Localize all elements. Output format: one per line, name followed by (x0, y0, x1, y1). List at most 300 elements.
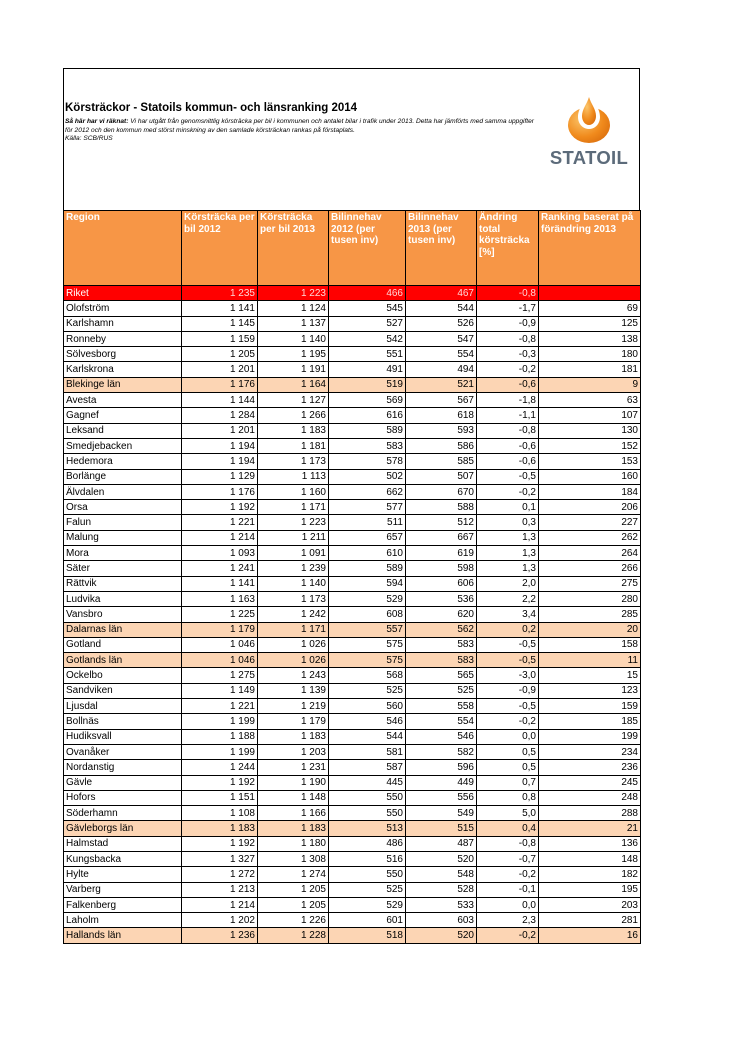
value-cell: 528 (406, 882, 477, 897)
value-cell: 521 (406, 377, 477, 392)
value-cell: 1 213 (182, 882, 258, 897)
column-header-distance-2013: Körsträcka per bil 2013 (258, 211, 329, 286)
value-cell: 667 (406, 530, 477, 545)
value-cell: 567 (406, 393, 477, 408)
value-cell: 586 (406, 438, 477, 453)
value-cell: 203 (539, 897, 641, 912)
value-cell: 0,2 (477, 622, 539, 637)
region-cell: Sölvesborg (64, 347, 182, 362)
value-cell: 1 242 (258, 607, 329, 622)
value-cell: -1,1 (477, 408, 539, 423)
table-row (64, 362, 641, 377)
value-cell: 181 (539, 362, 641, 377)
value-cell: 0,7 (477, 775, 539, 790)
value-cell: 1 235 (182, 286, 258, 301)
value-cell: 1 093 (182, 546, 258, 561)
value-cell: 1 127 (258, 393, 329, 408)
value-cell: 148 (539, 851, 641, 866)
county-row (64, 928, 641, 943)
region-cell: Nordanstig (64, 760, 182, 775)
value-cell: 578 (329, 454, 406, 469)
value-cell: 547 (406, 331, 477, 346)
value-cell: 610 (329, 546, 406, 561)
value-cell: -0,6 (477, 377, 539, 392)
region-cell: Karlshamn (64, 316, 182, 331)
value-cell: 662 (329, 484, 406, 499)
value-cell: -0,8 (477, 286, 539, 301)
value-cell: 1 226 (258, 913, 329, 928)
region-cell: Leksand (64, 423, 182, 438)
value-cell: 1 199 (182, 744, 258, 759)
table-row (64, 683, 641, 698)
value-cell: 1 195 (258, 347, 329, 362)
value-cell: 1 180 (258, 836, 329, 851)
value-cell: 1 211 (258, 530, 329, 545)
region-cell: Kungsbacka (64, 851, 182, 866)
table-row (64, 775, 641, 790)
value-cell: 16 (539, 928, 641, 943)
region-cell: Borlänge (64, 469, 182, 484)
value-cell: 1 139 (258, 683, 329, 698)
region-cell: Avesta (64, 393, 182, 408)
value-cell: -0,2 (477, 484, 539, 499)
value-cell: 466 (329, 286, 406, 301)
table-row (64, 469, 641, 484)
report-description (65, 118, 535, 144)
table-row (64, 714, 641, 729)
value-cell: 1 274 (258, 867, 329, 882)
value-cell: 1 239 (258, 561, 329, 576)
column-header-region: Region (64, 211, 182, 286)
value-cell: 502 (329, 469, 406, 484)
value-cell: 1 164 (258, 377, 329, 392)
value-cell: 285 (539, 607, 641, 622)
value-cell: 619 (406, 546, 477, 561)
table-row (64, 668, 641, 683)
value-cell: 288 (539, 806, 641, 821)
value-cell: 588 (406, 500, 477, 515)
value-cell: 507 (406, 469, 477, 484)
region-cell: Bollnäs (64, 714, 182, 729)
value-cell: 1 272 (182, 867, 258, 882)
value-cell: 160 (539, 469, 641, 484)
value-cell: 585 (406, 454, 477, 469)
value-cell: 536 (406, 591, 477, 606)
region-cell: Smedjebacken (64, 438, 182, 453)
region-cell: Sandviken (64, 683, 182, 698)
method-label: Så här har vi räknat: (65, 118, 129, 125)
value-cell: 1 124 (258, 301, 329, 316)
value-cell (539, 286, 641, 301)
value-cell: 180 (539, 347, 641, 362)
value-cell: 560 (329, 699, 406, 714)
value-cell: 1 181 (258, 438, 329, 453)
value-cell: 11 (539, 653, 641, 668)
value-cell: 1 201 (182, 423, 258, 438)
value-cell: 1 173 (258, 454, 329, 469)
value-cell: 153 (539, 454, 641, 469)
table-row (64, 408, 641, 423)
county-row (64, 653, 641, 668)
value-cell: 583 (406, 653, 477, 668)
value-cell: 551 (329, 347, 406, 362)
value-cell: 1 284 (182, 408, 258, 423)
table-row (64, 454, 641, 469)
value-cell: 275 (539, 576, 641, 591)
value-cell: 582 (406, 744, 477, 759)
region-cell: Gotland (64, 637, 182, 652)
table-row (64, 851, 641, 866)
value-cell: 264 (539, 546, 641, 561)
region-cell: Söderhamn (64, 806, 182, 821)
value-cell: 1 159 (182, 331, 258, 346)
value-cell: 518 (329, 928, 406, 943)
table-row (64, 500, 641, 515)
value-cell: 589 (329, 561, 406, 576)
value-cell: 515 (406, 821, 477, 836)
value-cell: -1,8 (477, 393, 539, 408)
value-cell: 1 171 (258, 622, 329, 637)
region-cell: Gotlands län (64, 653, 182, 668)
value-cell: 1 221 (182, 699, 258, 714)
value-cell: 557 (329, 622, 406, 637)
value-cell: 550 (329, 867, 406, 882)
value-cell: -0,7 (477, 851, 539, 866)
value-cell: 227 (539, 515, 641, 530)
value-cell: 262 (539, 530, 641, 545)
value-cell: 445 (329, 775, 406, 790)
table-row (64, 744, 641, 759)
table-row (64, 897, 641, 912)
value-cell: -0,5 (477, 653, 539, 668)
table-row (64, 760, 641, 775)
value-cell: -0,2 (477, 867, 539, 882)
value-cell: 544 (406, 301, 477, 316)
value-cell: 1 221 (182, 515, 258, 530)
value-cell: 1 219 (258, 699, 329, 714)
value-cell: 513 (329, 821, 406, 836)
table-row (64, 331, 641, 346)
value-cell: 548 (406, 867, 477, 882)
value-cell: 0,1 (477, 500, 539, 515)
source-note: Källa: SCB/RUS (65, 135, 113, 143)
region-cell: Ovanåker (64, 744, 182, 759)
value-cell: 152 (539, 438, 641, 453)
value-cell: 1 145 (182, 316, 258, 331)
value-cell: 1 205 (182, 347, 258, 362)
value-cell: 136 (539, 836, 641, 851)
value-cell: 1 176 (182, 484, 258, 499)
region-cell: Rättvik (64, 576, 182, 591)
value-cell: -0,2 (477, 928, 539, 943)
method-text: Vi har utgått från genomsnittlig körsträcka per bil i kommunen och antalet bilar i trafik under 2013. Detta har jämförts med samma uppgifter för 2012 och den kommun med störst minskning av den samlade körsträckan rankas på förstaplats. (65, 118, 534, 134)
table-row (64, 530, 641, 545)
value-cell: 199 (539, 729, 641, 744)
column-header-cars-2013: Bilinnehav 2013 (per tusen inv) (406, 211, 477, 286)
value-cell: 525 (329, 683, 406, 698)
region-cell: Ludvika (64, 591, 182, 606)
table-row (64, 913, 641, 928)
statoil-logo (540, 87, 638, 179)
value-cell: 1 091 (258, 546, 329, 561)
value-cell: 516 (329, 851, 406, 866)
column-header-cars-2012: Bilinnehav 2012 (per tusen inv) (329, 211, 406, 286)
table-row (64, 637, 641, 652)
table-row (64, 699, 641, 714)
value-cell: 1 173 (258, 591, 329, 606)
value-cell: 554 (406, 347, 477, 362)
value-cell: 583 (406, 637, 477, 652)
value-cell: 1 223 (258, 515, 329, 530)
value-cell: 5,0 (477, 806, 539, 821)
table-row (64, 591, 641, 606)
value-cell: 1 308 (258, 851, 329, 866)
value-cell: 526 (406, 316, 477, 331)
column-header-change: Ändring total körsträcka [%] (477, 211, 539, 286)
value-cell: 608 (329, 607, 406, 622)
value-cell: 593 (406, 423, 477, 438)
value-cell: 1 194 (182, 438, 258, 453)
report-title: Körsträckor - Statoils kommun- och länsranking 2014 (65, 102, 358, 114)
value-cell: 1 199 (182, 714, 258, 729)
region-cell: Blekinge län (64, 377, 182, 392)
value-cell: 520 (406, 928, 477, 943)
table-row (64, 867, 641, 882)
value-cell: 1 223 (258, 286, 329, 301)
value-cell: 1 327 (182, 851, 258, 866)
drop-logo-icon (540, 87, 638, 147)
value-cell: 1 148 (258, 790, 329, 805)
value-cell: 565 (406, 668, 477, 683)
value-cell: 1 183 (182, 821, 258, 836)
value-cell: 1 171 (258, 500, 329, 515)
value-cell: 1 228 (258, 928, 329, 943)
value-cell: 21 (539, 821, 641, 836)
value-cell: 606 (406, 576, 477, 591)
value-cell: 107 (539, 408, 641, 423)
value-cell: 525 (406, 683, 477, 698)
value-cell: 245 (539, 775, 641, 790)
value-cell: 487 (406, 836, 477, 851)
value-cell: 616 (329, 408, 406, 423)
value-cell: 1,3 (477, 530, 539, 545)
region-cell: Malung (64, 530, 182, 545)
column-header-distance-2012: Körsträcka per bil 2012 (182, 211, 258, 286)
region-cell: Halmstad (64, 836, 182, 851)
region-cell: Mora (64, 546, 182, 561)
value-cell: 589 (329, 423, 406, 438)
value-cell: -0,8 (477, 423, 539, 438)
value-cell: -0,5 (477, 637, 539, 652)
region-cell: Olofström (64, 301, 182, 316)
value-cell: 594 (329, 576, 406, 591)
value-cell: 1 194 (182, 454, 258, 469)
value-cell: 520 (406, 851, 477, 866)
region-cell: Hudiksvall (64, 729, 182, 744)
value-cell: 182 (539, 867, 641, 882)
value-cell: -0,9 (477, 316, 539, 331)
value-cell: -0,3 (477, 347, 539, 362)
value-cell: 206 (539, 500, 641, 515)
value-cell: 575 (329, 637, 406, 652)
value-cell: 281 (539, 913, 641, 928)
value-cell: 1 046 (182, 637, 258, 652)
value-cell: 1 183 (258, 423, 329, 438)
value-cell: -1,7 (477, 301, 539, 316)
table-row (64, 316, 641, 331)
value-cell: 558 (406, 699, 477, 714)
value-cell: -0,6 (477, 454, 539, 469)
table-row (64, 347, 641, 362)
value-cell: 577 (329, 500, 406, 515)
value-cell: 1,3 (477, 546, 539, 561)
value-cell: 554 (406, 714, 477, 729)
value-cell: 527 (329, 316, 406, 331)
region-cell: Hedemora (64, 454, 182, 469)
region-cell: Ljusdal (64, 699, 182, 714)
value-cell: 69 (539, 301, 641, 316)
value-cell: 1 205 (258, 897, 329, 912)
value-cell: 467 (406, 286, 477, 301)
value-cell: 0,0 (477, 729, 539, 744)
value-cell: 1 179 (182, 622, 258, 637)
value-cell: 1 231 (258, 760, 329, 775)
value-cell: 603 (406, 913, 477, 928)
value-cell: -0,6 (477, 438, 539, 453)
region-cell: Karlskrona (64, 362, 182, 377)
region-cell: Gävleborgs län (64, 821, 182, 836)
value-cell: 236 (539, 760, 641, 775)
region-cell: Säter (64, 561, 182, 576)
value-cell: 1 183 (258, 729, 329, 744)
value-cell: 2,0 (477, 576, 539, 591)
region-cell: Falun (64, 515, 182, 530)
value-cell: 0,8 (477, 790, 539, 805)
value-cell: 1 160 (258, 484, 329, 499)
value-cell: 1 183 (258, 821, 329, 836)
value-cell: 1 205 (258, 882, 329, 897)
report-header (63, 68, 640, 211)
value-cell: 569 (329, 393, 406, 408)
value-cell: 529 (329, 897, 406, 912)
value-cell: -0,8 (477, 331, 539, 346)
value-cell: 1 144 (182, 393, 258, 408)
logo-wordmark: STATOIL (549, 147, 629, 168)
value-cell: 1 191 (258, 362, 329, 377)
county-row (64, 377, 641, 392)
table-row (64, 301, 641, 316)
value-cell: 1 190 (258, 775, 329, 790)
table-row (64, 729, 641, 744)
value-cell: 130 (539, 423, 641, 438)
value-cell: 1 266 (258, 408, 329, 423)
region-cell: Hofors (64, 790, 182, 805)
table-body (64, 286, 641, 944)
value-cell: 1 149 (182, 683, 258, 698)
value-cell: 494 (406, 362, 477, 377)
value-cell: 1 137 (258, 316, 329, 331)
table-row (64, 882, 641, 897)
value-cell: 2,3 (477, 913, 539, 928)
value-cell: 1 201 (182, 362, 258, 377)
value-cell: 1 141 (182, 576, 258, 591)
value-cell: 533 (406, 897, 477, 912)
value-cell: 556 (406, 790, 477, 805)
value-cell: -0,8 (477, 836, 539, 851)
value-cell: 546 (329, 714, 406, 729)
value-cell: 545 (329, 301, 406, 316)
value-cell: 1 163 (182, 591, 258, 606)
county-row (64, 622, 641, 637)
value-cell: 1 192 (182, 775, 258, 790)
value-cell: 550 (329, 806, 406, 821)
value-cell: 0,5 (477, 760, 539, 775)
table-row (64, 790, 641, 805)
value-cell: 1 140 (258, 576, 329, 591)
region-cell: Laholm (64, 913, 182, 928)
value-cell: 670 (406, 484, 477, 499)
region-cell: Gagnef (64, 408, 182, 423)
value-cell: 583 (329, 438, 406, 453)
value-cell: 184 (539, 484, 641, 499)
value-cell: 1 026 (258, 637, 329, 652)
value-cell: 1 192 (182, 500, 258, 515)
value-cell: 3,4 (477, 607, 539, 622)
table-row (64, 546, 641, 561)
value-cell: 1 026 (258, 653, 329, 668)
value-cell: 1 203 (258, 744, 329, 759)
value-cell: 568 (329, 668, 406, 683)
value-cell: 1 166 (258, 806, 329, 821)
value-cell: 512 (406, 515, 477, 530)
region-cell: Varberg (64, 882, 182, 897)
region-cell: Falkenberg (64, 897, 182, 912)
value-cell: 125 (539, 316, 641, 331)
value-cell: 123 (539, 683, 641, 698)
value-cell: 618 (406, 408, 477, 423)
table-row (64, 423, 641, 438)
value-cell: 1 188 (182, 729, 258, 744)
value-cell: 620 (406, 607, 477, 622)
table-row (64, 438, 641, 453)
value-cell: 549 (406, 806, 477, 821)
value-cell: -0,1 (477, 882, 539, 897)
value-cell: 2,2 (477, 591, 539, 606)
value-cell: 1 202 (182, 913, 258, 928)
value-cell: 544 (329, 729, 406, 744)
value-cell: 1 236 (182, 928, 258, 943)
value-cell: 596 (406, 760, 477, 775)
value-cell: 581 (329, 744, 406, 759)
table-row (64, 484, 641, 499)
value-cell: 550 (329, 790, 406, 805)
ranking-table (63, 210, 641, 944)
value-cell: 185 (539, 714, 641, 729)
value-cell: 280 (539, 591, 641, 606)
value-cell: 158 (539, 637, 641, 652)
value-cell: 511 (329, 515, 406, 530)
value-cell: 195 (539, 882, 641, 897)
value-cell: -3,0 (477, 668, 539, 683)
value-cell: -0,2 (477, 362, 539, 377)
value-cell: 601 (329, 913, 406, 928)
value-cell: 1 179 (258, 714, 329, 729)
value-cell: 1 214 (182, 530, 258, 545)
value-cell: 9 (539, 377, 641, 392)
value-cell: 525 (329, 882, 406, 897)
value-cell: 1 176 (182, 377, 258, 392)
region-cell: Gävle (64, 775, 182, 790)
